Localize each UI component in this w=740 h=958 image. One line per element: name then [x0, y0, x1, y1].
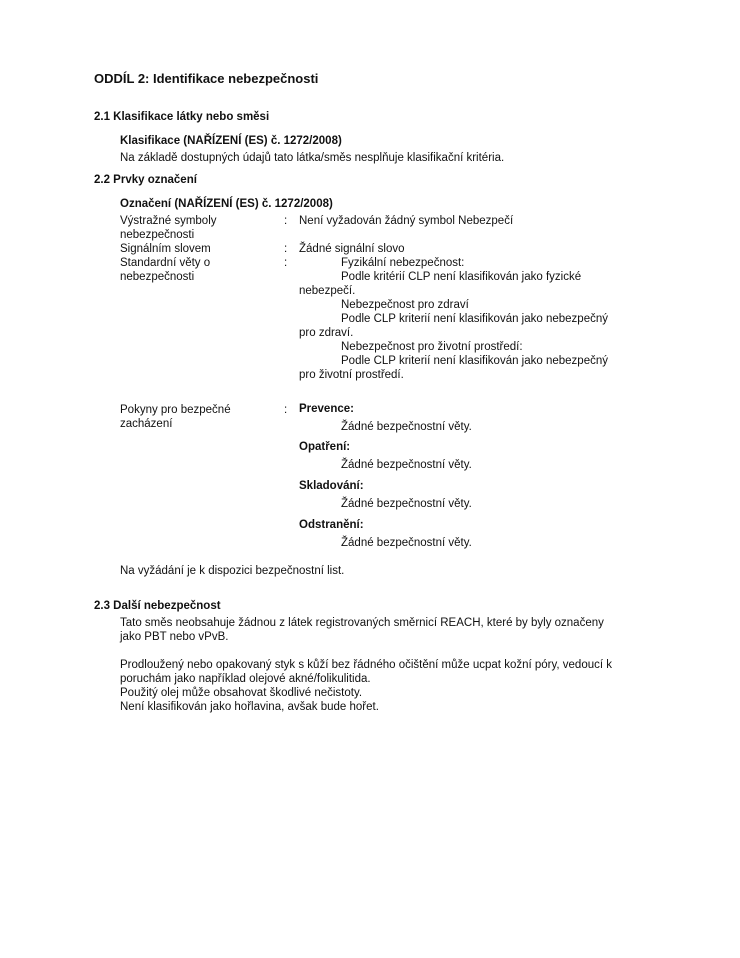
health-hazard-text-cont: pro zdraví. [299, 327, 354, 339]
physical-hazard-text-cont: nebezpečí. [299, 285, 356, 297]
heading-2-2: 2.2 Prvky označení [94, 174, 197, 186]
colon: : [284, 215, 288, 227]
physical-hazard-heading: Fyzikální nebezpečnost: [341, 257, 465, 269]
flammability-text: Není klasifikován jako hořlavina, avšak bude hořet. [120, 701, 379, 713]
signal-label: Signálním slovem [120, 243, 211, 255]
skin-contact-text-cont: poruchám jako například olejové akné/folikulitida. [120, 673, 371, 685]
env-hazard-heading: Nebezpečnost pro životní prostředí: [341, 341, 523, 353]
labelling-subheading: Označení (NAŘÍZENÍ (ES) č. 1272/2008) [120, 198, 333, 210]
disposal-heading: Odstranění: [299, 519, 364, 531]
symbols-value: Není vyžadován žádný symbol Nebezpečí [299, 215, 514, 227]
symbols-label: Výstražné symboly [120, 215, 217, 227]
env-hazard-text: Podle CLP kriterií není klasifikován jako nebezpečný [341, 355, 608, 367]
colon: : [284, 257, 288, 269]
health-hazard-heading: Nebezpečnost pro zdraví [341, 299, 469, 311]
hazard-statements-label-cont: nebezpečnosti [120, 271, 195, 283]
colon: : [284, 243, 288, 255]
storage-text: Žádné bezpečnostní věty. [341, 498, 472, 510]
disposal-text: Žádné bezpečnostní věty. [341, 537, 472, 549]
classification-subheading: Klasifikace (NAŘÍZENÍ (ES) č. 1272/2008) [120, 135, 342, 147]
precautionary-label-cont: zacházení [120, 418, 173, 430]
physical-hazard-text: Podle kritérií CLP není klasifikován jako fyzické [341, 271, 582, 283]
health-hazard-text: Podle CLP kriterií není klasifikován jako nebezpečný [341, 313, 608, 325]
section-title: ODDÍL 2: Identifikace nebezpečnosti [94, 71, 319, 86]
symbols-label-cont: nebezpečnosti [120, 229, 195, 241]
prevention-text: Žádné bezpečnostní věty. [341, 421, 472, 433]
pbt-text: Tato směs neobsahuje žádnou z látek registrovaných směrnicí REACH, které by byly označeny [120, 617, 604, 629]
heading-2-3: 2.3 Další nebezpečnost [94, 600, 221, 612]
sds-availability-note: Na vyžádání je k dispozici bezpečnostní list. [120, 565, 345, 577]
hazard-statements-label: Standardní věty o [120, 257, 211, 269]
storage-heading: Skladování: [299, 480, 364, 492]
response-heading: Opatření: [299, 441, 351, 453]
signal-value: Žádné signální slovo [299, 243, 405, 255]
colon: : [284, 404, 288, 416]
heading-2-1: 2.1 Klasifikace látky nebo směsi [94, 111, 270, 123]
prevention-heading: Prevence: [299, 403, 354, 415]
precautionary-label: Pokyny pro bezpečné [120, 404, 231, 416]
classification-text: Na základě dostupných údajů tato látka/směs nesplňuje klasifikační kritéria. [120, 152, 505, 164]
pbt-text-cont: jako PBT nebo vPvB. [120, 631, 229, 643]
response-text: Žádné bezpečnostní věty. [341, 459, 472, 471]
skin-contact-text: Prodloužený nebo opakovaný styk s kůží bez řádného očištění může ucpat kožní póry, vedoucí k [120, 659, 613, 671]
used-oil-text: Použitý olej může obsahovat škodlivé nečistoty. [120, 687, 363, 699]
env-hazard-text-cont: pro životní prostředí. [299, 369, 404, 381]
